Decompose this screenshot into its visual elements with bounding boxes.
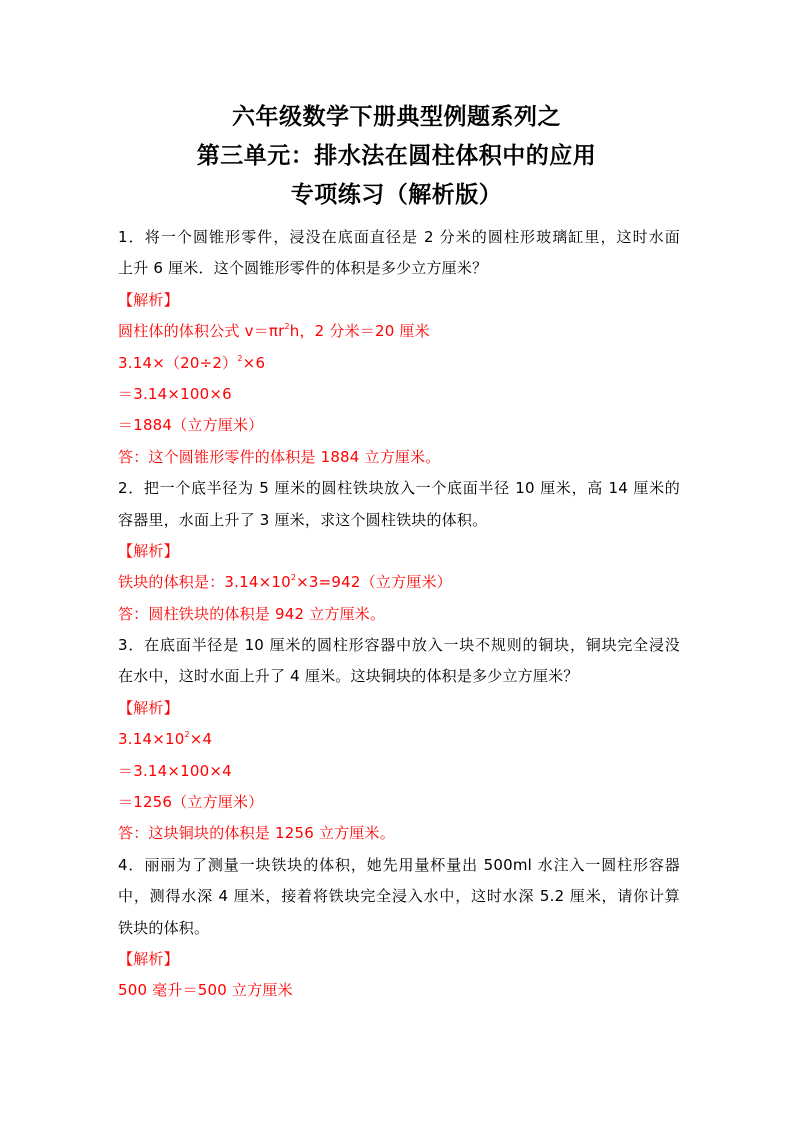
solution-answer: 答：这个圆锥形零件的体积是 1884 立方厘米。 <box>118 447 441 466</box>
solution-step: 500 毫升＝500 立方厘米 <box>118 981 293 1000</box>
superscript: 2 <box>184 730 190 740</box>
question-line: 在水中，这时水面上升了 4 厘米。这块铜块的体积是多少立方厘米？ <box>118 667 579 686</box>
problem-4 <box>118 850 680 1007</box>
question-line: 4．丽丽为了测量一块铁块的体积，她先用量杯量出 500ml 水注入一圆柱形容器 <box>118 855 680 874</box>
question-line: 2．把一个底半径为 5 厘米的圆柱铁块放入一个底面半径 10 厘米，高 14 厘米的 <box>118 479 680 498</box>
question-line: 铁块的体积。 <box>118 918 210 937</box>
question-line: 上升 6 厘米．这个圆锥形零件的体积是多少立方厘米？ <box>118 259 488 278</box>
superscript: 2 <box>284 322 290 332</box>
solution-text: 3.14×10 <box>118 730 185 749</box>
document-body <box>118 222 680 1007</box>
analysis-label: 【解析】 <box>118 290 179 309</box>
solution-answer: 答：圆柱铁块的体积是 942 立方厘米。 <box>118 604 386 623</box>
title-subtitle: 专项练习（解析版） <box>290 182 503 208</box>
solution-text: ×3=942（立方厘米） <box>296 573 452 592</box>
solution-step: ＝1884（立方厘米） <box>118 416 264 435</box>
analysis-label: 【解析】 <box>118 949 179 968</box>
solution-text: 3.14×（20÷2） <box>118 353 238 372</box>
problem-3 <box>118 630 680 850</box>
problem-2 <box>118 473 680 630</box>
question-line: 1．将一个圆锥形零件，浸没在底面直径是 2 分米的圆柱形玻璃缸里，这时水面 <box>118 228 680 246</box>
question-line: 3．在底面半径是 10 厘米的圆柱形容器中放入一块不规则的铜块，铜块完全浸没 <box>118 636 680 655</box>
solution-text: 圆柱体的体积公式 v＝πr <box>118 322 285 341</box>
title-unit: 第三单元：排水法在圆柱体积中的应用 <box>196 143 597 169</box>
solution-text: 铁块的体积是：3.14×10 <box>118 573 291 592</box>
document-title <box>0 98 793 215</box>
solution-formula <box>118 316 680 347</box>
title-series: 六年级数学下册典型例题系列之 <box>232 104 561 130</box>
solution-step <box>118 348 680 379</box>
solution-step: ＝3.14×100×6 <box>118 384 232 403</box>
solution-answer: 答：这块铜块的体积是 1256 立方厘米。 <box>118 824 395 843</box>
solution-text: ×6 <box>242 353 266 372</box>
question-line: 容器里，水面上升了 3 厘米，求这个圆柱铁块的体积。 <box>118 510 488 529</box>
solution-text: ×4 <box>189 730 213 749</box>
problem-1 <box>118 222 680 473</box>
superscript: 2 <box>290 573 297 583</box>
solution-text: h，2 分米＝20 厘米 <box>289 322 430 341</box>
question-line: 中，测得水深 4 厘米，接着将铁块完全浸入水中，这时水深 5.2 厘米，请你计算 <box>118 887 680 906</box>
solution-step <box>118 567 680 598</box>
solution-step: ＝1256（立方厘米） <box>118 793 264 812</box>
solution-step <box>118 724 680 755</box>
solution-step: ＝3.14×100×4 <box>118 761 232 780</box>
analysis-label: 【解析】 <box>118 541 179 560</box>
analysis-label: 【解析】 <box>118 698 179 717</box>
superscript: 2 <box>237 353 243 363</box>
